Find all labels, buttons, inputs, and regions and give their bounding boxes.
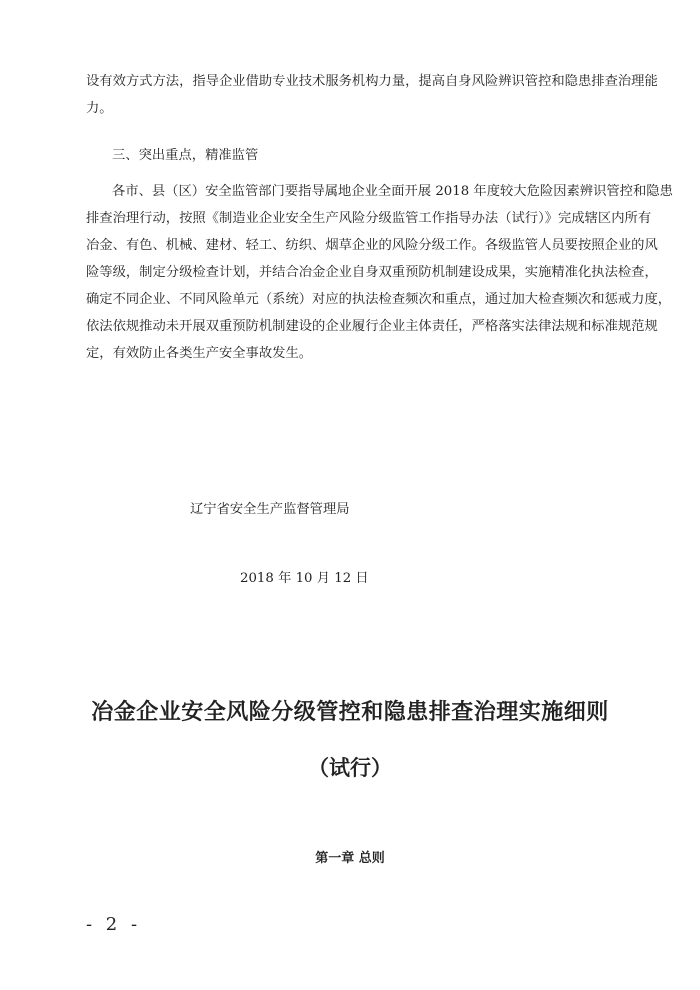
page-number: - 2 -: [86, 914, 142, 935]
signature-organization: 辽宁省安全生产监督管理局: [190, 502, 350, 517]
continuation-paragraph: [86, 68, 658, 122]
paragraph-line: 设有效方式方法，指导企业借助专业技术服务机构力量，提高自身风险辨识管控和隐患排查治理能: [86, 74, 658, 89]
paragraph-line: 确定不同企业、不同风险单元（系统）对应的执法检查频次和重点，通过加大检查频次和惩戒力度，: [86, 292, 672, 307]
signature-date: 2018 年 10 月 12 日: [240, 571, 369, 586]
paragraph-line: 依法依规推动未开展双重预防机制建设的企业履行企业主体责任，严格落实法律法规和标准规范规: [86, 319, 658, 334]
paragraph-line: 排查治理行动，按照《制造业企业安全生产风险分级监管工作指导办法（试行）》完成辖区内所有: [86, 211, 652, 226]
section-heading: 三、突出重点，精准监管: [112, 148, 259, 163]
document-subtitle: （试行）: [308, 755, 392, 780]
body-paragraph: [86, 178, 673, 367]
paragraph-line: 各市、县（区）安全监管部门要指导属地企业全面开展 2018 年度较大危险因素辨识管控和隐患: [112, 184, 673, 199]
paragraph-line: 冶金、有色、机械、建材、轻工、纺织、烟草企业的风险分级工作。各级监管人员要按照企业的风: [86, 238, 658, 253]
paragraph-line: 定，有效防止各类生产安全事故发生。: [86, 346, 313, 361]
chapter-heading: 第一章 总则: [315, 851, 385, 866]
paragraph-line: 力。: [86, 101, 113, 116]
paragraph-line: 险等级，制定分级检查计划，并结合冶金企业自身双重预防机制建设成果，实施精准化执法检查，: [86, 265, 658, 280]
document-title: 冶金企业安全风险分级管控和隐患排查治理实施细则: [91, 699, 609, 725]
